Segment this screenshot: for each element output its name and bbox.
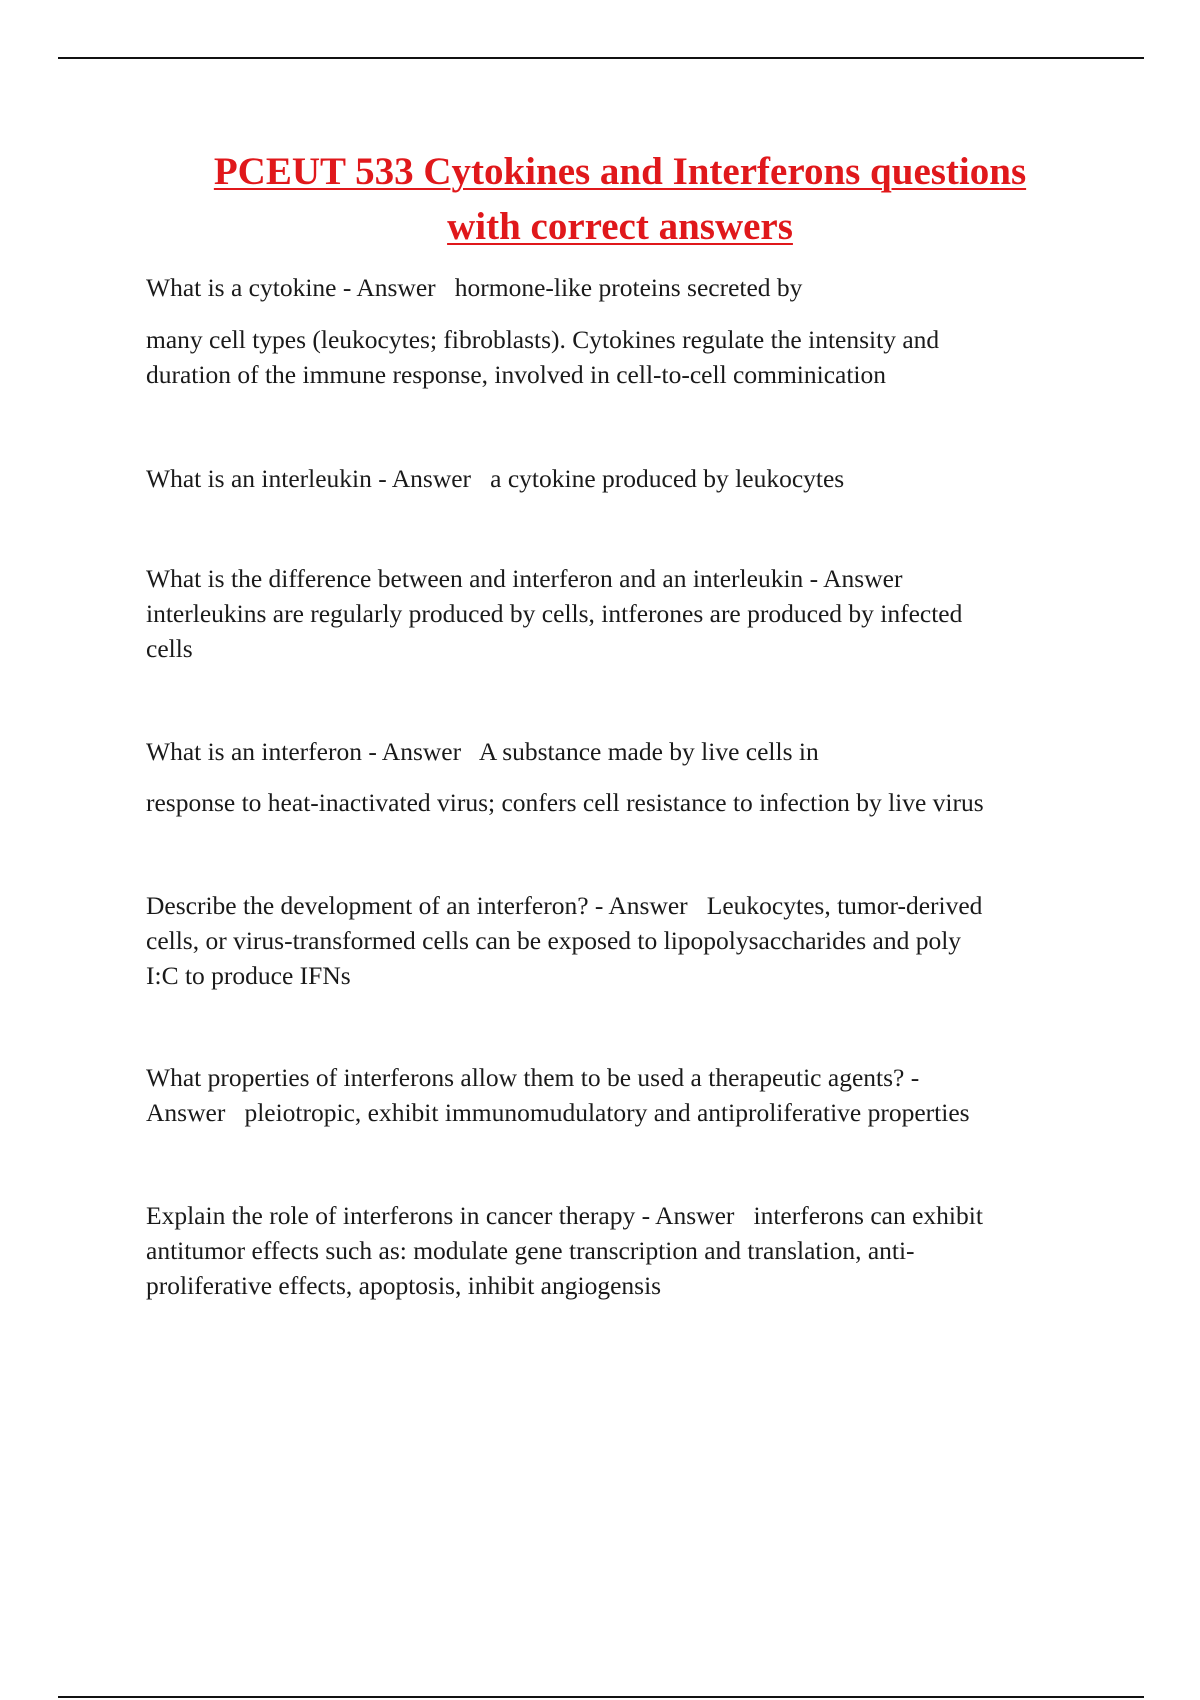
qa-item-cytokine (146, 270, 1086, 392)
qa-item-interferon (146, 734, 1086, 820)
qa-line: What properties of interferons allow them to be used a therapeutic agents? - (146, 1063, 920, 1092)
title-line-1: PCEUT 533 Cytokines and Interferons questions (213, 150, 1027, 193)
qa-line: cells, or virus-transformed cells can be exposed to lipopolysaccharides and poly (146, 926, 962, 955)
qa-item-development (146, 888, 1086, 993)
qa-line: What is a cytokine - Answer hormone-like proteins secreted by (146, 273, 803, 302)
title-line-2: with correct answers (447, 205, 793, 248)
qa-line: response to heat-inactivated virus; confers cell resistance to infection by live virus (146, 788, 984, 817)
qa-line: What is an interferon - Answer A substance made by live cells in (146, 737, 819, 766)
qa-line: interleukins are regularly produced by cells, intferones are produced by infected (146, 599, 963, 628)
bottom-rule (58, 1696, 1144, 1698)
qa-item-difference (146, 561, 1086, 666)
qa-line: proliferative effects, apoptosis, inhibit angiogensis (146, 1271, 662, 1300)
qa-line: What is the difference between and interferon and an interleukin - Answer (146, 564, 903, 593)
qa-line: cells (146, 634, 193, 663)
qa-item-cancer-therapy (146, 1198, 1086, 1303)
qa-line: duration of the immune response, involved in cell-to-cell comminication (146, 360, 887, 389)
qa-line: antitumor effects such as: modulate gene transcription and translation, anti- (146, 1236, 915, 1265)
top-rule (58, 57, 1144, 59)
qa-line: Answer pleiotropic, exhibit immunomudulatory and antiproliferative properties (146, 1098, 970, 1127)
qa-line: I:C to produce IFNs (146, 961, 351, 990)
qa-item-interleukin (146, 461, 1086, 496)
qa-item-properties (146, 1060, 1086, 1130)
qa-line: Explain the role of interferons in cancer therapy - Answer interferons can exhibit (146, 1201, 983, 1230)
qa-line: What is an interleukin - Answer a cytokine produced by leukocytes (146, 464, 845, 493)
qa-line: many cell types (leukocytes; fibroblasts). Cytokines regulate the intensity and (146, 325, 940, 354)
qa-line: Describe the development of an interferon? - Answer Leukocytes, tumor-derived (146, 891, 983, 920)
document-title (140, 144, 1100, 254)
